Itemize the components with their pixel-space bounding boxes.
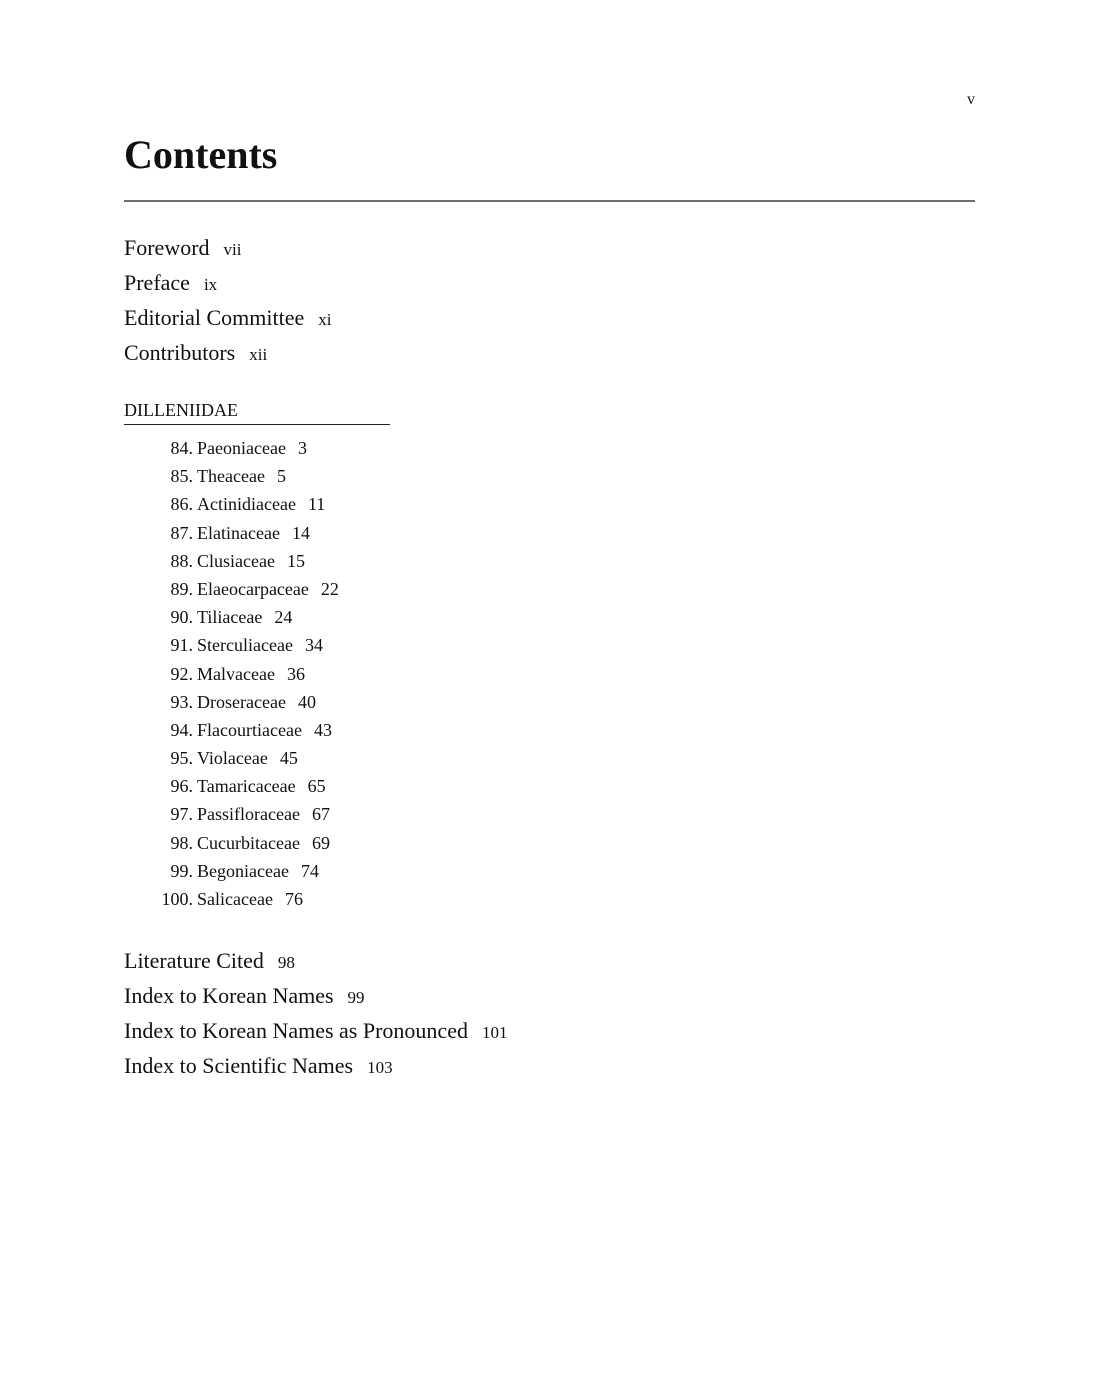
toc-entry-index-scientific-names[interactable] xyxy=(124,1048,507,1083)
toc-family-entry[interactable] xyxy=(150,575,339,603)
family-page: 5 xyxy=(276,466,286,487)
toc-family-entry[interactable] xyxy=(150,547,339,575)
family-name: Salicaceae xyxy=(197,889,273,909)
family-number: 85. xyxy=(170,466,193,487)
toc-entry-editorial-committee[interactable] xyxy=(124,300,331,335)
family-name: Elaeocarpaceae xyxy=(197,578,309,599)
entry-title: Foreword xyxy=(124,235,210,260)
toc-family-entry[interactable] xyxy=(150,462,339,490)
toc-family-entry[interactable] xyxy=(150,631,339,659)
entry-title: Literature Cited xyxy=(124,948,264,973)
family-name: Tiliaceae xyxy=(197,607,263,628)
family-list xyxy=(150,434,339,913)
family-page: 69 xyxy=(311,832,330,853)
toc-family-entry[interactable] xyxy=(150,885,339,913)
family-number: 84. xyxy=(170,438,193,458)
entry-title: Editorial Committee xyxy=(124,305,305,330)
family-number: 96. xyxy=(170,776,193,797)
toc-family-entry[interactable] xyxy=(150,660,339,688)
family-page: 65 xyxy=(307,776,326,797)
toc-family-entry[interactable] xyxy=(150,603,339,631)
family-page: 15 xyxy=(286,550,305,571)
family-name: Theaceae xyxy=(197,466,265,487)
family-name: Passifloraceae xyxy=(197,804,300,825)
family-number: 92. xyxy=(170,663,193,684)
family-number: 87. xyxy=(170,522,193,543)
family-name: Cucurbitaceae xyxy=(197,832,300,853)
family-page: 76 xyxy=(284,889,303,909)
family-number: 97. xyxy=(170,804,193,825)
section-heading: DILLENIIDAE xyxy=(124,398,390,425)
family-number: 95. xyxy=(170,748,193,769)
toc-entry-index-korean-names[interactable] xyxy=(124,978,507,1013)
family-name: Violaceae xyxy=(197,748,268,769)
family-page: 3 xyxy=(297,438,307,458)
family-page: 43 xyxy=(313,719,332,740)
family-name: Tamaricaceae xyxy=(197,776,296,797)
family-number: 93. xyxy=(170,691,193,712)
front-matter-list xyxy=(124,230,331,370)
family-page: 34 xyxy=(304,635,323,656)
entry-page: xii xyxy=(249,345,268,364)
toc-entry-foreword[interactable] xyxy=(124,230,331,265)
entry-page: 103 xyxy=(367,1058,393,1077)
entry-page: ix xyxy=(203,275,218,294)
entry-page: vii xyxy=(223,240,242,259)
entry-title: Preface xyxy=(124,270,190,295)
entry-page: xi xyxy=(318,310,332,329)
family-number: 86. xyxy=(170,494,193,515)
family-name: Elatinaceae xyxy=(197,522,280,543)
toc-entry-index-korean-names-pronounced[interactable] xyxy=(124,1013,507,1048)
family-name: Paeoniaceae xyxy=(197,438,286,458)
family-page: 22 xyxy=(320,578,339,599)
entry-title: Index to Korean Names as Pronounced xyxy=(124,1018,468,1043)
toc-family-entry[interactable] xyxy=(150,800,339,828)
family-page: 74 xyxy=(300,860,319,881)
entry-page: 98 xyxy=(277,953,295,972)
family-page: 14 xyxy=(291,522,310,543)
family-number: 100. xyxy=(161,889,193,909)
family-name: Begoniaceae xyxy=(197,860,289,881)
toc-family-entry[interactable] xyxy=(150,716,339,744)
family-page: 36 xyxy=(286,663,305,684)
family-name: Actinidiaceae xyxy=(197,494,296,515)
family-name: Flacourtiaceae xyxy=(197,719,302,740)
family-name: Droseraceae xyxy=(197,691,286,712)
back-matter-list xyxy=(124,943,507,1083)
toc-family-entry[interactable] xyxy=(150,490,339,518)
toc-family-entry[interactable] xyxy=(150,744,339,772)
family-name: Sterculiaceae xyxy=(197,635,293,656)
toc-family-entry[interactable] xyxy=(150,519,339,547)
toc-entry-contributors[interactable] xyxy=(124,335,331,370)
entry-page: 99 xyxy=(347,988,365,1007)
toc-entry-literature-cited[interactable] xyxy=(124,943,507,978)
toc-family-entry[interactable] xyxy=(150,434,339,462)
entry-title: Contributors xyxy=(124,340,236,365)
family-number: 89. xyxy=(170,578,193,599)
toc-family-entry[interactable] xyxy=(150,857,339,885)
family-page: 40 xyxy=(297,691,316,712)
family-number: 99. xyxy=(170,860,193,881)
family-number: 91. xyxy=(170,635,193,656)
family-number: 94. xyxy=(170,719,193,740)
family-page: 24 xyxy=(274,607,293,628)
entry-title: Index to Scientific Names xyxy=(124,1053,354,1078)
family-name: Clusiaceae xyxy=(197,550,275,571)
toc-family-entry[interactable] xyxy=(150,829,339,857)
family-page: 45 xyxy=(279,748,298,769)
page-number: v xyxy=(967,91,975,108)
toc-family-entry[interactable] xyxy=(150,772,339,800)
page-title: Contents xyxy=(124,132,278,177)
entry-title: Index to Korean Names xyxy=(124,983,334,1008)
toc-family-entry[interactable] xyxy=(150,688,339,716)
title-rule xyxy=(124,200,975,202)
toc-entry-preface[interactable] xyxy=(124,265,331,300)
family-number: 90. xyxy=(170,607,193,628)
entry-page: 101 xyxy=(481,1023,508,1042)
family-number: 88. xyxy=(170,550,193,571)
family-number: 98. xyxy=(170,832,193,853)
family-name: Malvaceae xyxy=(197,663,275,684)
family-page: 11 xyxy=(307,494,326,515)
family-page: 67 xyxy=(311,804,330,825)
